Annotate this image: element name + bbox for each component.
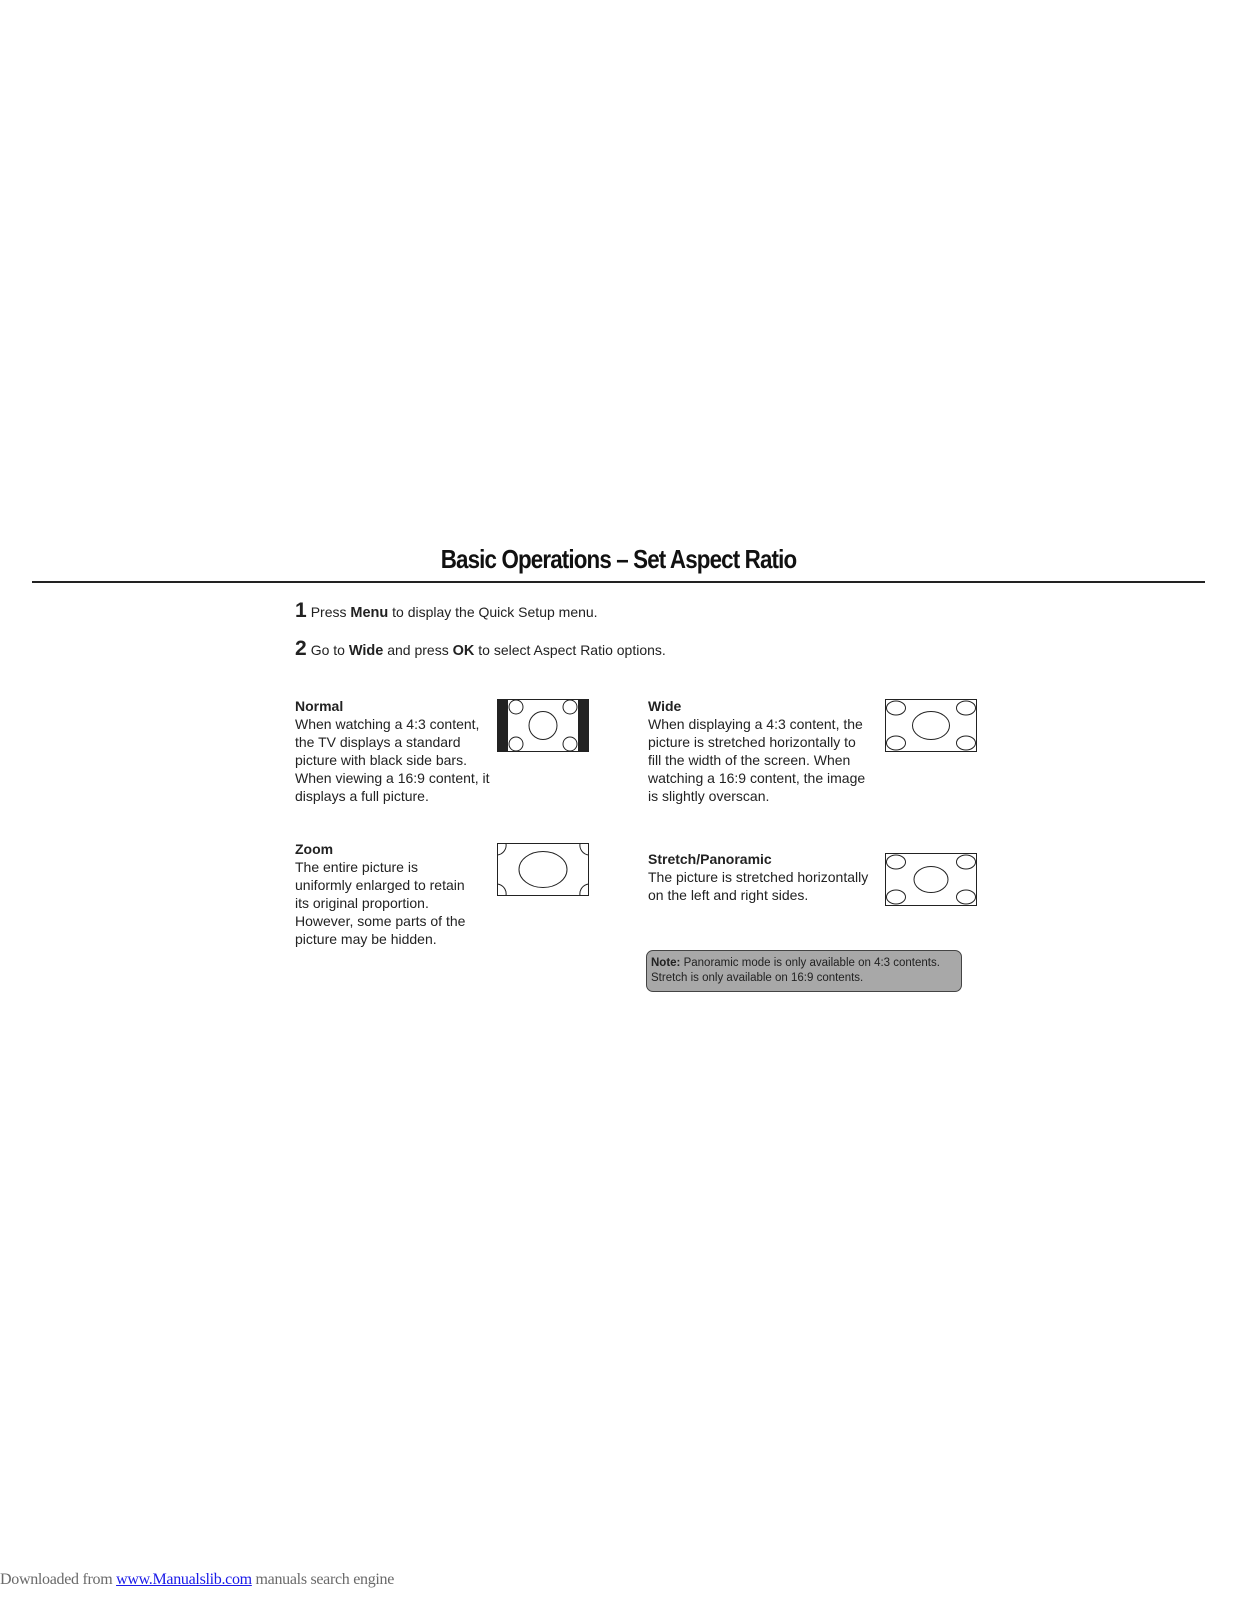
mode-wide: Wide When displaying a 4:3 content, the picture is stretched horizontally to fill the width of the screen. When watching a 16:9 content, the image is slightly overscan. (648, 697, 883, 805)
step-1: 1 Press Menu to display the Quick Setup menu. (295, 599, 598, 622)
mode-name: Normal (295, 698, 344, 714)
mode-zoom: Zoom The entire picture is uniformly enlarged to retain its original proportion. However, some parts of the picture may be hidden. (295, 840, 495, 948)
note-box: Note: Panoramic mode is only available on 4:3 contents. Stretch is only available on 16:9 contents. (646, 950, 962, 992)
mode-name: Wide (648, 698, 682, 714)
normal-aspect-diagram (497, 699, 589, 752)
ok-key-label: OK (452, 643, 475, 659)
mode-normal: Normal When watching a 4:3 content, the TV displays a standard picture with black side bars. When viewing a 16:9 content, it displays a full picture. (295, 697, 495, 805)
manualslib-link[interactable]: www.Manualslib.com (116, 1571, 252, 1588)
stretch-aspect-diagram (885, 853, 977, 906)
wide-key-label: Wide (348, 643, 384, 659)
mode-name: Stretch/Panoramic (648, 851, 772, 867)
step-number: 2 (295, 637, 307, 660)
menu-key-label: Menu (350, 605, 389, 621)
zoom-aspect-diagram (497, 843, 589, 896)
step-number: 1 (295, 599, 307, 622)
mode-name: Zoom (295, 841, 334, 857)
title-divider (32, 581, 1205, 583)
wide-aspect-diagram (885, 699, 977, 752)
footer: Downloaded from www.Manualslib.com manuals search engine (0, 1571, 395, 1588)
mode-stretch-panoramic: Stretch/Panoramic The picture is stretched horizontally on the left and right sides. (648, 850, 883, 904)
page-title: Basic Operations – Set Aspect Ratio (440, 544, 797, 574)
note-label: Note: (651, 957, 681, 969)
step-2: 2 Go to Wide and press OK to select Aspect Ratio options. (295, 637, 666, 660)
